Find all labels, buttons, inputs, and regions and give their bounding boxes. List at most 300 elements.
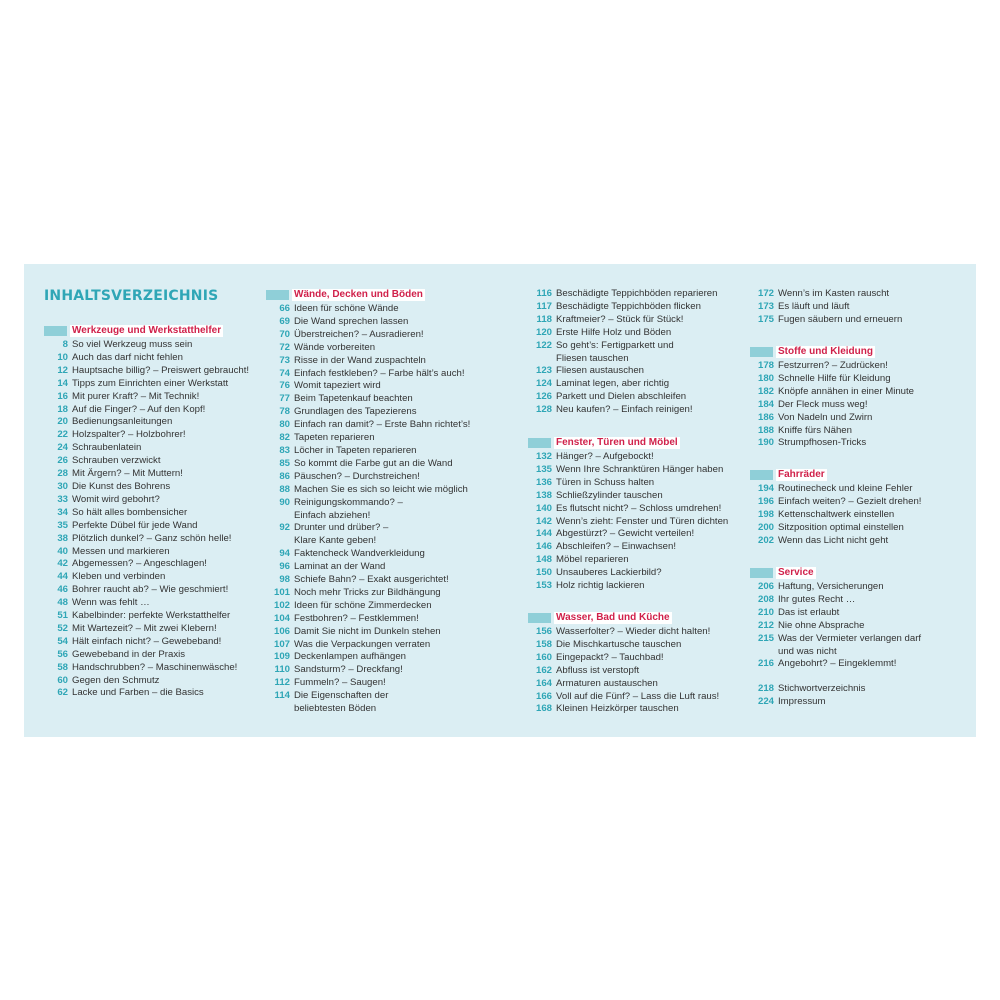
entry-title: Nie ohne Absprache <box>778 619 865 631</box>
toc-entry[interactable] <box>44 429 269 442</box>
page-number: 80 <box>279 419 290 431</box>
page-number: 102 <box>273 599 290 611</box>
toc-entry[interactable] <box>266 445 511 458</box>
toc-entry[interactable] <box>266 664 511 677</box>
entry-title: Grundlagen des Tapezierens <box>294 406 417 418</box>
toc-entry[interactable] <box>44 339 269 352</box>
entry-title: Überstreichen? – Ausradieren! <box>294 328 424 340</box>
page-number: 126 <box>535 391 552 403</box>
page-number: 146 <box>535 541 552 553</box>
entry-title: Schrauben verzwickt <box>72 455 161 467</box>
toc-entry[interactable] <box>266 342 511 355</box>
page-number: 162 <box>535 664 552 676</box>
entry-title: Machen Sie es sich so leicht wie möglich <box>294 483 468 495</box>
page-number: 180 <box>757 372 774 384</box>
toc-entry[interactable] <box>750 373 965 386</box>
toc-entry[interactable] <box>44 675 269 688</box>
entry-title: Damit Sie nicht im Dunkeln stehen <box>294 625 441 637</box>
toc-entry[interactable] <box>528 503 750 516</box>
entry-title: Hauptsache billig? – Preiswert gebraucht! <box>72 364 250 376</box>
entry-title: Von Nadeln und Zwirn <box>778 411 873 423</box>
page-title: INHALTSVERZEICHNIS <box>44 288 219 304</box>
entry-title: Wenn das Licht nicht geht <box>778 534 889 546</box>
page-number: 18 <box>57 403 68 415</box>
entry-title: Was die Verpackungen verraten <box>294 638 431 650</box>
section-marker-bar <box>266 290 289 300</box>
entry-title: Womit wird gebohrt? <box>72 493 160 505</box>
section-marker-bar <box>528 613 551 623</box>
entry-title: Festbohren? – Festklemmen! <box>294 612 419 624</box>
entry-title: Wasserfolter? – Wieder dicht halten! <box>556 626 711 637</box>
toc-entry[interactable] <box>750 509 965 522</box>
entry-title: Noch mehr Tricks zur Bildhängung <box>294 586 441 598</box>
page-number: 107 <box>273 638 290 650</box>
section-title: Werkzeuge und Werkstatthelfer <box>72 324 222 336</box>
toc-entry[interactable] <box>266 329 511 342</box>
page-number: 215 <box>757 632 774 644</box>
page-number: 208 <box>757 593 774 605</box>
page-number: 186 <box>757 411 774 423</box>
toc-entry[interactable] <box>266 561 511 574</box>
entry-title: Womit tapeziert wird <box>294 380 381 392</box>
toc-entry[interactable] <box>528 378 750 391</box>
entry-title: Laminat an der Wand <box>294 561 386 573</box>
page-number: 112 <box>274 677 290 689</box>
entry-title: Mit Wartezeit? – Mit zwei Klebern! <box>72 622 217 634</box>
page-number: 46 <box>57 584 68 596</box>
page-number: 196 <box>757 495 774 507</box>
page-number: 135 <box>535 463 552 475</box>
entry-title: Einfach festkleben? – Farbe hält’s auch! <box>294 367 465 379</box>
entry-title: Wenn’s im Kasten rauscht <box>778 288 890 299</box>
entry-title: Beschädigte Teppichböden reparieren <box>556 288 718 299</box>
entry-title: Neu kaufen? – Einfach reinigen! <box>556 404 693 416</box>
toc-entry[interactable] <box>44 649 269 662</box>
toc-entry[interactable] <box>750 301 965 314</box>
entry-title: Parkett und Dielen abschleifen <box>556 391 687 403</box>
page-number: 20 <box>57 416 68 428</box>
page-number: 140 <box>535 502 552 514</box>
page-number: 182 <box>757 385 774 397</box>
toc-entry[interactable] <box>750 360 965 373</box>
entry-title: Beschädigte Teppichböden flicken <box>556 300 701 312</box>
page-number: 166 <box>535 690 552 702</box>
toc-entry[interactable] <box>750 425 965 438</box>
page-number: 66 <box>279 303 290 314</box>
page-number: 123 <box>535 365 552 377</box>
toc-entry[interactable] <box>266 613 511 626</box>
toc-entry[interactable] <box>44 468 269 481</box>
toc-entry[interactable] <box>750 483 965 496</box>
toc-entry[interactable] <box>528 490 750 503</box>
toc-entry[interactable] <box>528 626 750 639</box>
entry-title: Faktencheck Wandverkleidung <box>294 548 425 560</box>
toc-entry[interactable] <box>528 554 750 567</box>
toc-entry[interactable] <box>750 496 965 509</box>
page-number: 142 <box>535 515 552 527</box>
page-number: 44 <box>57 571 68 583</box>
section-title: Service <box>778 566 814 578</box>
toc-entry[interactable] <box>750 658 965 671</box>
page-number: 104 <box>273 612 290 624</box>
entry-title: Haftung, Versicherungen <box>778 581 884 592</box>
page-number: 210 <box>757 606 774 618</box>
page-number: 58 <box>57 661 68 673</box>
entry-title: Schraubenlatein <box>72 442 142 454</box>
entry-title: Kettenschaltwerk einstellen <box>778 508 895 520</box>
toc-entry[interactable] <box>528 365 750 378</box>
page-number: 96 <box>279 561 290 573</box>
toc-section <box>44 324 269 700</box>
toc-entry[interactable] <box>528 652 750 665</box>
toc-entry[interactable] <box>528 678 750 691</box>
toc-entry[interactable] <box>750 522 965 535</box>
entry-title: Die Mischkartusche tauschen <box>556 638 682 650</box>
entry-title: Was der Vermieter verlangen darf und was nicht <box>778 632 922 657</box>
entry-title: Wenn Ihre Schranktüren Hänger haben <box>556 463 724 475</box>
toc-entry[interactable] <box>266 458 511 471</box>
toc-entry[interactable] <box>266 522 511 548</box>
page-number: 190 <box>757 437 774 449</box>
toc-entry[interactable] <box>528 541 750 554</box>
page-number: 212 <box>757 619 774 631</box>
page-number: 8 <box>62 339 68 350</box>
entry-title: Fummeln? – Saugen! <box>294 677 386 689</box>
entry-title: Der Fleck muss weg! <box>778 398 868 410</box>
entry-title: Handschrubben? – Maschinenwäsche! <box>72 661 238 673</box>
page-number: 77 <box>279 393 290 405</box>
entry-title: Eingepackt? – Tauchbad! <box>556 651 664 663</box>
toc-entry[interactable] <box>44 584 269 597</box>
toc-entry[interactable] <box>528 464 750 477</box>
page-number: 82 <box>279 432 290 444</box>
page-number: 48 <box>57 597 68 609</box>
entry-title: Es läuft und läuft <box>778 300 850 312</box>
entry-title: Auch das darf nicht fehlen <box>72 351 183 363</box>
toc-entry[interactable] <box>750 594 965 607</box>
toc-entry[interactable] <box>266 316 511 329</box>
toc-entry[interactable] <box>44 404 269 417</box>
toc-entry[interactable] <box>266 626 511 639</box>
toc-entry[interactable] <box>44 636 269 649</box>
entry-title: Hänger? – Aufgebockt! <box>556 451 654 462</box>
page-number: 85 <box>279 457 290 469</box>
entry-title: Plötzlich dunkel? – Ganz schön helle! <box>72 532 232 544</box>
toc-entry[interactable] <box>750 683 965 696</box>
page-number: 16 <box>57 390 68 402</box>
page-number: 26 <box>57 455 68 467</box>
entry-title: Fliesen austauschen <box>556 365 644 377</box>
toc-section <box>528 436 750 593</box>
page-number: 116 <box>536 288 552 299</box>
page-number: 60 <box>57 674 68 686</box>
toc-entry[interactable] <box>528 516 750 529</box>
toc-entry[interactable] <box>750 412 965 425</box>
page-number: 218 <box>757 683 774 694</box>
toc-section <box>750 468 965 548</box>
toc-entry[interactable] <box>528 314 750 327</box>
toc-entry[interactable] <box>528 567 750 580</box>
toc-entry[interactable] <box>44 416 269 429</box>
page-number: 22 <box>57 429 68 441</box>
toc-entry[interactable] <box>266 497 511 523</box>
entry-title: Kleben und verbinden <box>72 571 166 583</box>
entry-title: Möbel reparieren <box>556 554 629 566</box>
entry-title: Knöpfe annähen in einer Minute <box>778 385 915 397</box>
page-number: 144 <box>535 528 552 540</box>
toc-entry[interactable] <box>528 665 750 678</box>
page-number: 153 <box>535 580 552 592</box>
entry-title: Es flutscht nicht? – Schloss umdrehen! <box>556 502 722 514</box>
toc-entry[interactable] <box>44 520 269 533</box>
page-number: 24 <box>57 442 68 454</box>
toc-entry[interactable] <box>44 687 269 700</box>
toc-entry[interactable] <box>266 380 511 393</box>
entry-title: Lacke und Farben – die Basics <box>72 687 204 699</box>
entry-title: Sitzposition optimal einstellen <box>778 521 904 533</box>
page-number: 200 <box>757 521 774 533</box>
toc-section <box>750 566 965 671</box>
toc-entry[interactable] <box>528 451 750 464</box>
toc-entry[interactable] <box>750 607 965 620</box>
page-number: 106 <box>273 625 290 637</box>
toc-entry[interactable] <box>528 288 750 301</box>
page-number: 35 <box>57 519 68 531</box>
toc-entry[interactable] <box>266 368 511 381</box>
toc-entry[interactable] <box>44 610 269 623</box>
page-number: 109 <box>273 651 290 663</box>
section-heading <box>528 436 750 449</box>
toc-entry[interactable] <box>750 581 965 594</box>
page-number: 92 <box>279 522 290 534</box>
toc-entry[interactable] <box>750 386 965 399</box>
toc-entry[interactable] <box>266 419 511 432</box>
entry-title: Festzurren? – Zudrücken! <box>778 360 888 371</box>
page-number: 94 <box>279 548 290 560</box>
toc-entry[interactable] <box>44 662 269 675</box>
toc-entry[interactable] <box>44 365 269 378</box>
section-title: Fahrräder <box>778 468 825 480</box>
toc-entry[interactable] <box>750 696 965 709</box>
toc-entry[interactable] <box>44 391 269 404</box>
page-number: 202 <box>757 534 774 546</box>
section-title: Fenster, Türen und Möbel <box>556 436 678 448</box>
entry-title: Wenn was fehlt … <box>72 597 150 609</box>
page-number: 136 <box>535 476 552 488</box>
page-number: 98 <box>279 574 290 586</box>
entry-title: Abschleifen? – Einwachsen! <box>556 541 676 553</box>
page-number: 56 <box>57 648 68 660</box>
toc-entry[interactable] <box>44 507 269 520</box>
toc-entry[interactable] <box>528 528 750 541</box>
entry-title: Kniffe fürs Nähen <box>778 424 852 436</box>
toc-entry[interactable] <box>528 639 750 652</box>
page-number: 124 <box>535 378 552 390</box>
toc-entry[interactable] <box>528 340 750 366</box>
section-marker-bar <box>750 568 773 578</box>
entry-title: Angebohrt? – Eingeklemmt! <box>778 658 897 670</box>
page-number: 42 <box>57 558 68 570</box>
page-number: 148 <box>535 554 552 566</box>
entry-title: Ideen für schöne Zimmerdecken <box>294 599 432 611</box>
page-number: 178 <box>757 360 774 371</box>
toc-entry[interactable] <box>44 378 269 391</box>
entry-title: Abgestürzt? – Gewicht verteilen! <box>556 528 695 540</box>
toc-section <box>750 683 965 709</box>
page-number: 168 <box>535 703 552 715</box>
page-number: 38 <box>57 532 68 544</box>
entry-title: Kabelbinder: perfekte Werkstatthelfer <box>72 610 231 622</box>
entry-title: So viel Werkzeug muss sein <box>72 339 193 350</box>
page-number: 78 <box>279 406 290 418</box>
page-number: 132 <box>535 451 552 462</box>
page-number: 184 <box>757 398 774 410</box>
toc-entry[interactable] <box>44 352 269 365</box>
page-number: 54 <box>57 635 68 647</box>
page-number: 14 <box>57 377 68 389</box>
toc-entry[interactable] <box>266 651 511 664</box>
toc-entry[interactable] <box>266 548 511 561</box>
page-number: 172 <box>757 288 774 299</box>
page-number: 74 <box>279 367 290 379</box>
toc-entry[interactable] <box>44 442 269 455</box>
page-number: 62 <box>57 687 68 699</box>
entry-title: Strumpfhosen-Tricks <box>778 437 867 449</box>
toc-panel <box>24 264 976 737</box>
toc-entry[interactable] <box>750 399 965 412</box>
toc-entry[interactable] <box>528 404 750 417</box>
section-marker-bar <box>528 438 551 448</box>
page-number: 120 <box>535 326 552 338</box>
toc-entry[interactable] <box>44 533 269 546</box>
entry-title: Messen und markieren <box>72 545 170 557</box>
toc-section <box>750 288 965 327</box>
section-heading <box>528 611 750 624</box>
entry-title: Die Kunst des Bohrens <box>72 480 171 492</box>
toc-entry[interactable] <box>266 471 511 484</box>
toc-entry[interactable] <box>750 314 965 327</box>
toc-entry[interactable] <box>266 639 511 652</box>
toc-entry[interactable] <box>44 494 269 507</box>
entry-title: Auf die Finger? – Auf den Kopf! <box>72 403 206 415</box>
section-heading <box>750 345 965 358</box>
entry-title: Die Eigenschaften der beliebtesten Böden <box>294 690 389 715</box>
section-marker-bar <box>750 347 773 357</box>
toc-entry[interactable] <box>266 303 511 316</box>
toc-entry[interactable] <box>266 393 511 406</box>
section-title: Wände, Decken und Böden <box>294 288 423 300</box>
toc-entry[interactable] <box>266 600 511 613</box>
toc-entry[interactable] <box>266 677 511 690</box>
entry-title: Voll auf die Fünf? – Lass die Luft raus! <box>556 690 720 702</box>
toc-entry[interactable] <box>266 432 511 445</box>
page-number: 128 <box>535 404 552 416</box>
toc-entry[interactable] <box>750 437 965 450</box>
toc-entry[interactable] <box>44 455 269 468</box>
entry-title: Türen in Schuss halten <box>556 476 655 488</box>
entry-title: Stichwortverzeichnis <box>778 683 866 694</box>
page-number: 188 <box>757 424 774 436</box>
entry-title: Gegen den Schmutz <box>72 674 160 686</box>
toc-entry[interactable] <box>528 703 750 716</box>
toc-entry[interactable] <box>44 558 269 571</box>
toc-entry[interactable] <box>266 484 511 497</box>
page-number: 194 <box>757 483 774 494</box>
toc-entry[interactable] <box>750 535 965 548</box>
page-number: 33 <box>57 493 68 505</box>
toc-entry[interactable] <box>528 580 750 593</box>
toc-entry[interactable] <box>44 623 269 636</box>
entry-title: Abfluss ist verstopft <box>556 664 640 676</box>
toc-entry[interactable] <box>528 691 750 704</box>
toc-entry[interactable] <box>44 597 269 610</box>
page-number: 88 <box>279 483 290 495</box>
page-number: 206 <box>757 581 774 592</box>
toc-entry[interactable] <box>528 301 750 314</box>
entry-title: Perfekte Dübel für jede Wand <box>72 519 198 531</box>
entry-title: Abgemessen? – Angeschlagen! <box>72 558 207 570</box>
toc-entry[interactable] <box>266 574 511 587</box>
entry-title: So geht’s: Fertigparkett und Fliesen tauschen <box>556 339 674 364</box>
entry-title: Ideen für schöne Wände <box>294 303 399 314</box>
entry-title: Tapeten reparieren <box>294 432 375 444</box>
entry-title: Impressum <box>778 695 826 707</box>
entry-title: Mit purer Kraft? – Mit Technik! <box>72 390 200 402</box>
page-number: 90 <box>279 496 290 508</box>
page-number: 76 <box>279 380 290 392</box>
toc-entry[interactable] <box>750 288 965 301</box>
entry-title: So kommt die Farbe gut an die Wand <box>294 457 453 469</box>
page-number: 164 <box>535 677 552 689</box>
entry-title: Einfach ran damit? – Erste Bahn richtet’s! <box>294 419 471 431</box>
page-number: 156 <box>535 626 552 637</box>
section-heading <box>750 566 965 579</box>
page-number: 51 <box>57 610 68 622</box>
entry-title: Schnelle Hilfe für Kleidung <box>778 372 891 384</box>
entry-title: Deckenlampen aufhängen <box>294 651 407 663</box>
toc-entry[interactable] <box>528 391 750 404</box>
toc-entry[interactable] <box>266 690 511 716</box>
entry-title: Bedienungsanleitungen <box>72 416 173 428</box>
toc-entry[interactable] <box>44 481 269 494</box>
entry-title: Tipps zum Einrichten einer Werkstatt <box>72 377 229 389</box>
page-number: 118 <box>536 313 552 325</box>
entry-title: Drunter und drüber? – Klare Kante geben! <box>294 522 389 547</box>
entry-title: Holzspalter? – Holzbohrer! <box>72 429 186 441</box>
toc-entry[interactable] <box>44 571 269 584</box>
entry-title: Bohrer raucht ab? – Wie geschmiert! <box>72 584 229 596</box>
toc-entry[interactable] <box>266 587 511 600</box>
toc-entry[interactable] <box>528 327 750 340</box>
toc-entry[interactable] <box>528 477 750 490</box>
toc-entry[interactable] <box>44 546 269 559</box>
page-number: 224 <box>757 695 774 707</box>
section-marker-bar <box>750 470 773 480</box>
toc-entry[interactable] <box>750 633 965 659</box>
toc-entry[interactable] <box>750 620 965 633</box>
toc-entry[interactable] <box>266 406 511 419</box>
page-number: 114 <box>274 690 290 702</box>
entry-title: Sandsturm? – Dreckfang! <box>294 664 403 676</box>
page-number: 34 <box>57 506 68 518</box>
page-number: 28 <box>57 468 68 480</box>
entry-title: Holz richtig lackieren <box>556 580 645 592</box>
entry-title: Päuschen? – Durchstreichen! <box>294 470 420 482</box>
page-number: 175 <box>757 313 774 325</box>
page-number: 69 <box>279 315 290 327</box>
page-number: 158 <box>535 638 552 650</box>
toc-entry[interactable] <box>266 355 511 368</box>
